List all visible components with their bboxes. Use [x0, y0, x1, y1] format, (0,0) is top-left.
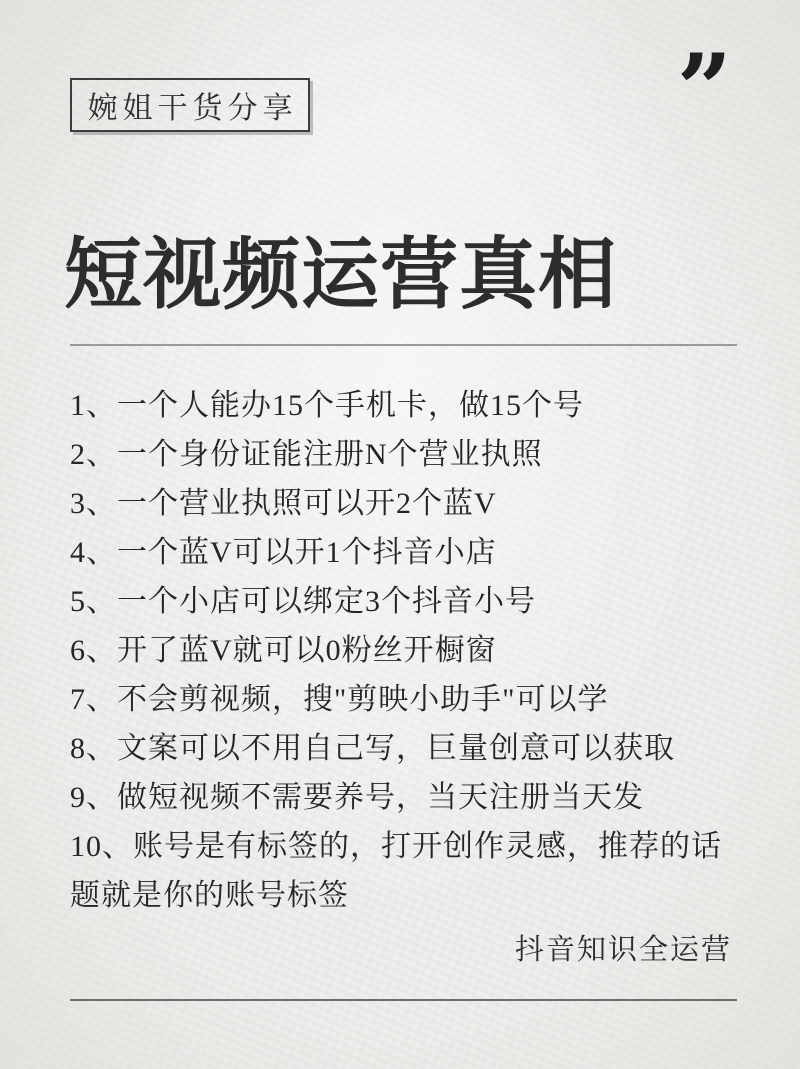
page-title: 短视频运营真相 [64, 231, 618, 318]
list-item: 2、一个身份证能注册N个营业执照 [70, 438, 543, 471]
list-item: 9、做短视频不需要养号，当天注册当天发 [70, 781, 644, 814]
author-badge [70, 78, 310, 132]
list-item: 3、一个营业执照可以开2个蓝V [70, 487, 497, 520]
quote-icon: ” [676, 33, 732, 146]
list-item: 1、一个人能办15个手机卡，做15个号 [70, 389, 584, 422]
list-item: 10、账号是有标签的，打开创作灵感，推荐的话题就是你的账号标签 [70, 830, 722, 912]
tips-list [70, 381, 734, 920]
list-item: 5、一个小店可以绑定3个抖音小号 [70, 585, 536, 618]
footer-signature: 抖音知识全运营 [514, 934, 732, 966]
list-item: 4、一个蓝V可以开1个抖音小店 [70, 536, 497, 569]
title-divider [70, 344, 737, 346]
list-item: 7、不会剪视频，搜"剪映小助手"可以学 [70, 683, 609, 716]
list-item: 6、开了蓝V就可以0粉丝开橱窗 [70, 634, 497, 667]
footer-divider [70, 999, 737, 1001]
list-item: 8、文案可以不用自己写，巨量创意可以获取 [70, 732, 675, 765]
author-badge-label: 婉姐干货分享 [87, 92, 298, 125]
